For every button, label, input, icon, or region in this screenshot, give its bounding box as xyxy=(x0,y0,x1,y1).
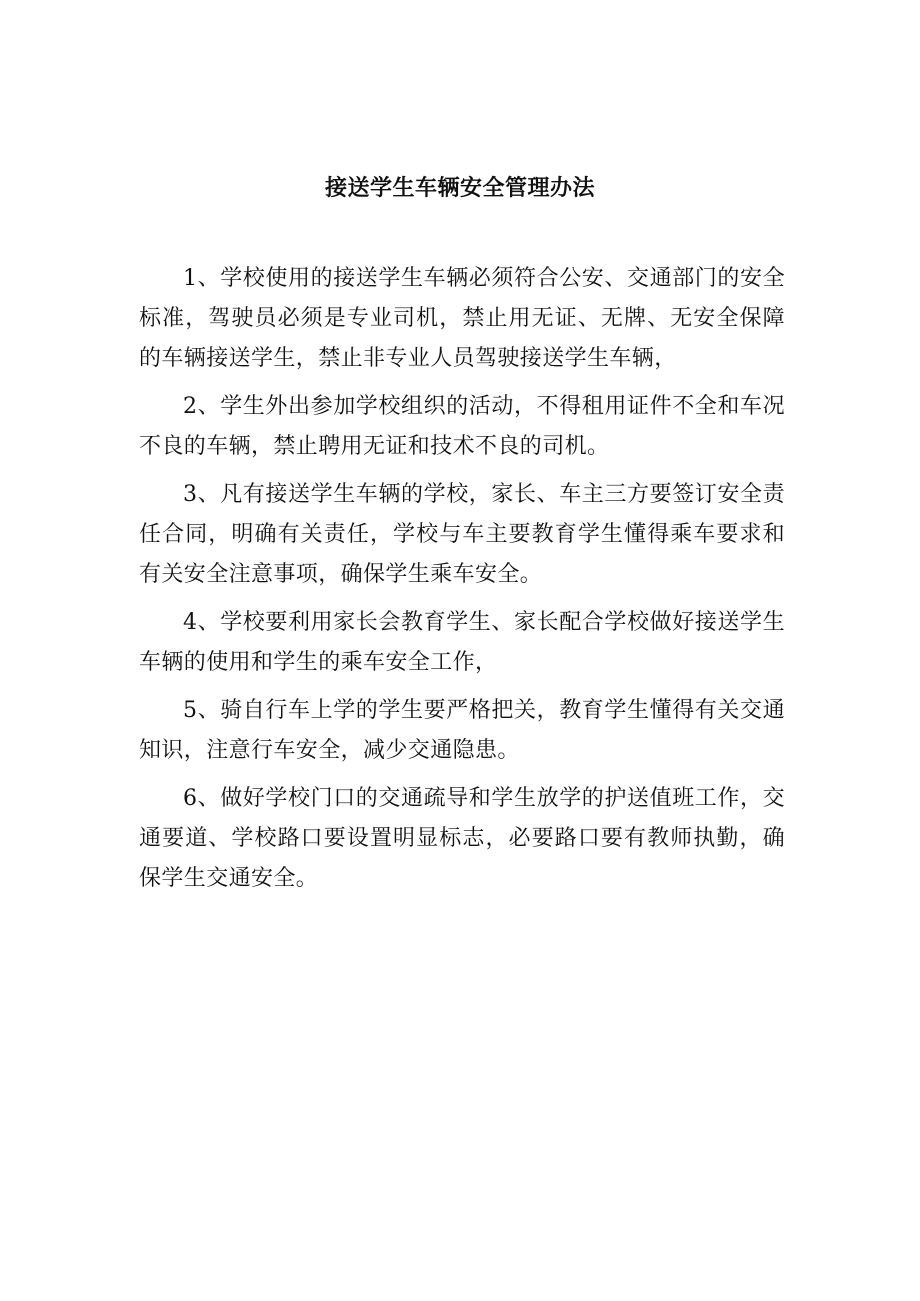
rule-paragraph-6: 6、做好学校门口的交通疏导和学生放学的护送值班工作，交通要道、学校路口要设置明显标志，必要路口要有教师执勤，确保学生交通安全。 xyxy=(139,786,785,891)
rule-paragraph-5: 5、骑自行车上学的学生要严格把关，教育学生懂得有关交通知识，注意行车安全，减少交通隐患。 xyxy=(139,698,785,763)
rule-paragraph-3: 3、凡有接送学生车辆的学校，家长、车主三方要签订安全责任合同，明确有关责任，学校与车主要教育学生懂得乘车要求和有关安全注意事项，确保学生乘车安全。 xyxy=(139,482,785,587)
rule-paragraph-4: 4、学校要利用家长会教育学生、家长配合学校做好接送学生车辆的使用和学生的乘车安全工作， xyxy=(139,610,785,675)
rule-paragraph-1: 1、学校使用的接送学生车辆必须符合公安、交通部门的安全标准，驾驶员必须是专业司机，禁止用无证、无牌、无安全保障的车辆接送学生，禁止非专业人员驾驶接送学生车辆， xyxy=(139,266,785,371)
rule-paragraph-2: 2、学生外出参加学校组织的活动，不得租用证件不全和车况不良的车辆，禁止聘用无证和技术不良的司机。 xyxy=(139,394,785,459)
document-title: 接送学生车辆安全管理办法 xyxy=(324,175,595,201)
document-body xyxy=(139,259,785,907)
